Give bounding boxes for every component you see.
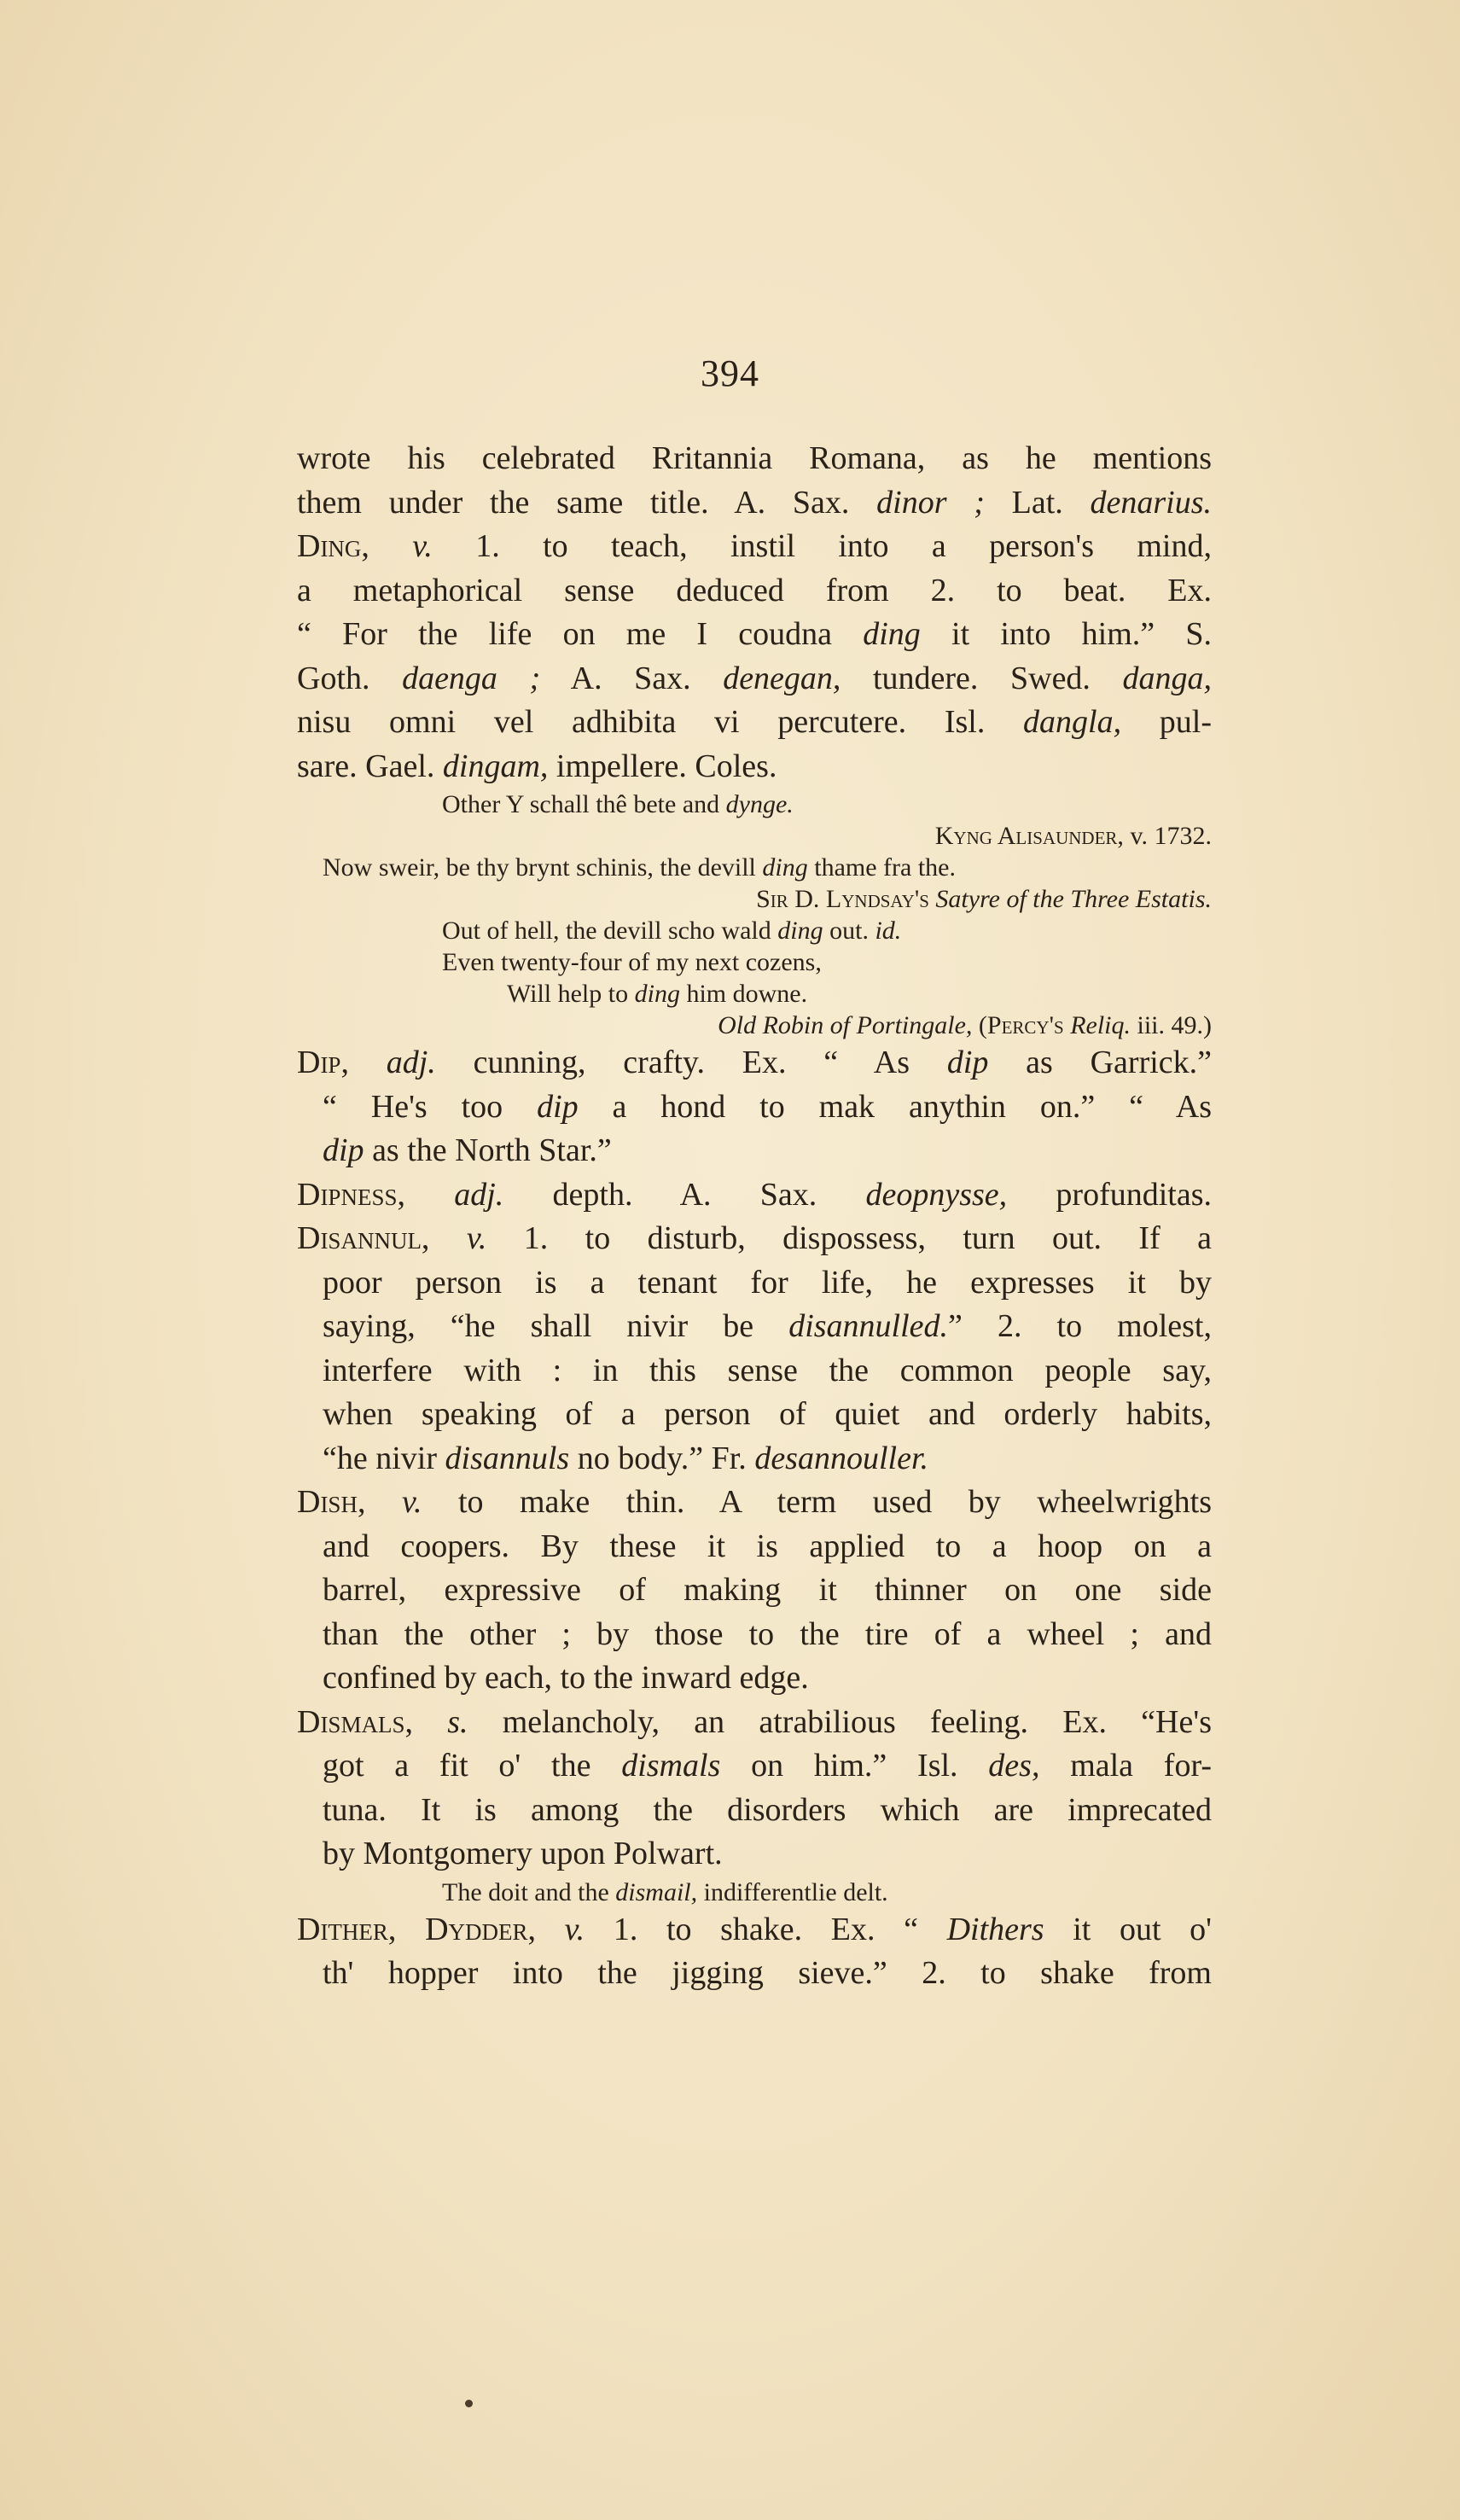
- text-segment: pul-: [1121, 704, 1212, 740]
- headword: Dither,: [297, 1911, 397, 1947]
- text-segment: [429, 1220, 466, 1256]
- text-segment: th' hopper into the jigging sieve.” 2. to shake from: [323, 1955, 1212, 1991]
- italic-text: Dithers: [946, 1911, 1044, 1947]
- text-line: [297, 1085, 1212, 1130]
- italic-text: denegan,: [723, 660, 841, 696]
- text-line: [297, 1952, 1212, 1996]
- quotation-line: [297, 789, 1212, 820]
- headword: Dismals,: [297, 1703, 413, 1740]
- text-segment: [413, 1704, 447, 1740]
- text-segment: sare. Gael.: [297, 748, 443, 784]
- text-line: [297, 1568, 1212, 1613]
- text-segment: it out o': [1044, 1911, 1212, 1947]
- text-segment: 1. to teach, instil into a person's mind,: [432, 528, 1212, 564]
- entry-dish: [297, 1481, 1212, 1525]
- italic-text: desannouller.: [754, 1440, 929, 1476]
- quotation-line: [297, 852, 1212, 883]
- text-segment: impellere. Coles.: [548, 748, 777, 784]
- headword: Dip,: [297, 1045, 349, 1080]
- text-line: [297, 1261, 1212, 1306]
- text-segment: depth. A. Sax.: [503, 1176, 866, 1213]
- text-line: [297, 1613, 1212, 1657]
- italic-text: disannuls: [445, 1440, 570, 1476]
- text-segment: Goth.: [297, 660, 403, 696]
- headword: Ding,: [297, 528, 369, 564]
- text-segment: as Garrick.”: [988, 1045, 1213, 1080]
- text-segment: a hond to mak anythin on.” “ As: [578, 1088, 1212, 1125]
- text-segment: as the North Star.”: [364, 1132, 612, 1168]
- text-line: [297, 657, 1212, 701]
- text-segment: a metaphorical sense deduced from 2. to beat. Ex.: [297, 572, 1212, 608]
- headword: Dish,: [297, 1484, 366, 1520]
- italic-text: daenga ;: [402, 660, 541, 696]
- text-line: [297, 1437, 1212, 1481]
- text-segment: thame fra the.: [807, 853, 956, 882]
- text-segment: [349, 1045, 387, 1080]
- text-line: [297, 1832, 1212, 1877]
- text-segment: cunning, crafty. Ex. “ As: [435, 1045, 947, 1080]
- text-segment: indifferentlie delt.: [697, 1877, 888, 1906]
- italic-text: dynge.: [725, 790, 794, 818]
- italic-text: ding: [777, 917, 823, 945]
- text-segment: barrel, expressive of making it thinner on one side: [323, 1572, 1212, 1608]
- text-segment: out.: [823, 917, 875, 945]
- text-line: [297, 1656, 1212, 1701]
- entry-dismals: [297, 1701, 1212, 1745]
- italic-text: ding: [863, 616, 921, 652]
- text-segment: tundere. Swed.: [841, 660, 1123, 696]
- italic-text: des,: [988, 1748, 1040, 1784]
- text-segment: it into him.” S.: [920, 616, 1212, 652]
- text-segment: v. 1732.: [1123, 822, 1212, 850]
- text-segment: 1. to disturb, dispossess, turn out. If a: [486, 1220, 1212, 1256]
- italic-text: s.: [447, 1703, 468, 1740]
- text-segment: them under the same title. A. Sax.: [297, 484, 877, 521]
- text-line: [297, 1129, 1212, 1173]
- text-line: [297, 1305, 1212, 1349]
- text-segment: [536, 1912, 565, 1947]
- quotation-line: [297, 946, 1212, 978]
- italic-text: ding: [634, 980, 680, 1008]
- italic-text: danga,: [1122, 660, 1212, 696]
- quotation-line: [297, 978, 1212, 1010]
- headword: Disannul,: [297, 1220, 430, 1256]
- text-segment: Will help to: [507, 980, 635, 1008]
- text-segment: interfere with : in this sense the common people say,: [323, 1352, 1212, 1388]
- text-segment: poor person is a tenant for life, he expresses it by: [323, 1264, 1212, 1301]
- text-segment: “he nivir: [323, 1440, 445, 1476]
- text-line: [297, 481, 1212, 526]
- text-segment: melancholy, an atrabilious feeling. Ex. “He's: [468, 1703, 1212, 1740]
- quotation-line: [297, 1877, 1212, 1908]
- entry-disannul: [297, 1217, 1212, 1261]
- text-segment: “ For the life on me I coudna: [297, 616, 864, 652]
- entry-ding: [297, 525, 1212, 569]
- italic-text: Old Robin of Portingale,: [718, 1011, 973, 1039]
- italic-text: dismals: [621, 1748, 721, 1784]
- text-segment: [405, 1177, 454, 1213]
- headword: Dydder,: [425, 1911, 537, 1947]
- text-segment: iii. 49.): [1131, 1011, 1212, 1039]
- text-segment: [365, 1484, 401, 1520]
- ink-speck: [465, 2400, 473, 2407]
- text-segment: Even twenty-four of my next cozens,: [442, 948, 822, 976]
- text-line: [297, 1393, 1212, 1437]
- entry-dip: [297, 1041, 1212, 1085]
- italic-text: deopnysse,: [865, 1176, 1008, 1213]
- text-line: [297, 1525, 1212, 1569]
- text-segment: Other Y schall thê bete and: [442, 790, 726, 818]
- text-segment: when speaking of a person of quiet and orderly habits,: [323, 1396, 1212, 1432]
- dictionary-text: [297, 437, 1212, 1996]
- italic-text: Satyre of the Three Estatis.: [935, 885, 1212, 913]
- italic-text: id.: [875, 917, 902, 945]
- text-segment: wrote his celebrated Rritannia Romana, as he mentions: [297, 440, 1212, 476]
- text-line: [297, 745, 1212, 789]
- text-segment: mala for-: [1039, 1748, 1212, 1784]
- text-segment: him downe.: [679, 980, 808, 1008]
- text-segment: (: [972, 1011, 987, 1039]
- text-segment: Out of hell, the devill scho wald: [442, 917, 778, 945]
- text-segment: saying, “he shall nivir be: [323, 1308, 789, 1344]
- page-number: 394: [701, 352, 759, 394]
- text-line: [297, 1744, 1212, 1789]
- text-line: [297, 701, 1212, 745]
- italic-text: dismail,: [615, 1877, 698, 1906]
- italic-text: dip: [323, 1132, 364, 1168]
- text-line: [297, 613, 1212, 657]
- italic-text: v.: [412, 528, 433, 564]
- italic-text: adj.: [386, 1045, 436, 1080]
- headword: Kyng Alisaunder,: [934, 822, 1124, 850]
- text-line: [297, 437, 1212, 481]
- headword: Percy's: [986, 1011, 1064, 1039]
- italic-text: dip: [537, 1088, 579, 1125]
- italic-text: dinor ;: [876, 484, 985, 521]
- italic-text: disannulled.: [788, 1308, 949, 1344]
- text-segment: to make thin. A term used by wheelwrights: [422, 1484, 1213, 1520]
- text-segment: tuna. It is among the disorders which are imprecated: [323, 1791, 1212, 1828]
- italic-text: v.: [466, 1220, 487, 1256]
- text-segment: [396, 1912, 425, 1947]
- text-segment: Now sweir, be thy brynt schinis, the devill: [323, 853, 763, 882]
- italic-text: Reliq.: [1070, 1011, 1131, 1039]
- text-line: [297, 1349, 1212, 1394]
- text-segment: ” 2. to molest,: [948, 1308, 1212, 1344]
- italic-text: dip: [946, 1045, 989, 1080]
- text-segment: than the other ; by those to the tire of a wheel ; and: [323, 1615, 1212, 1652]
- italic-text: ding: [762, 853, 808, 882]
- text-line: [297, 1789, 1212, 1833]
- text-segment: got a fit o' the: [323, 1748, 622, 1784]
- italic-text: v.: [564, 1911, 585, 1947]
- text-segment: The doit and the: [442, 1877, 616, 1906]
- text-line: [297, 569, 1212, 614]
- text-segment: “ He's too: [323, 1088, 538, 1125]
- italic-text: v.: [401, 1484, 422, 1520]
- text-segment: 1. to shake. Ex. “: [585, 1911, 947, 1947]
- italic-text: dingam,: [442, 748, 549, 784]
- text-segment: Lat.: [984, 484, 1091, 521]
- text-segment: [369, 528, 412, 564]
- headword: Sir D. Lyndsay's: [756, 885, 929, 913]
- quotation-citation: [297, 820, 1212, 852]
- entry-dither: [297, 1908, 1212, 1953]
- text-segment: on him.” Isl.: [720, 1748, 989, 1784]
- text-segment: profunditas.: [1007, 1176, 1212, 1213]
- headword: Dipness,: [297, 1176, 405, 1213]
- text-segment: by Montgomery upon Polwart.: [323, 1836, 723, 1871]
- quotation-line: [297, 915, 1212, 946]
- quotation-citation: [297, 1010, 1212, 1041]
- text-segment: nisu omni vel adhibita vi percutere. Isl.: [297, 704, 1024, 740]
- italic-text: dangla,: [1023, 704, 1122, 740]
- text-segment: confined by each, to the inward edge.: [323, 1660, 809, 1696]
- italic-text: denarius.: [1090, 484, 1213, 521]
- text-segment: A. Sax.: [540, 660, 724, 696]
- entry-dipness: [297, 1173, 1212, 1218]
- text-segment: no body.” Fr.: [569, 1440, 755, 1476]
- text-segment: and coopers. By these it is applied to a hoop on a: [323, 1528, 1212, 1564]
- italic-text: adj.: [454, 1176, 504, 1213]
- quotation-citation: [297, 883, 1212, 915]
